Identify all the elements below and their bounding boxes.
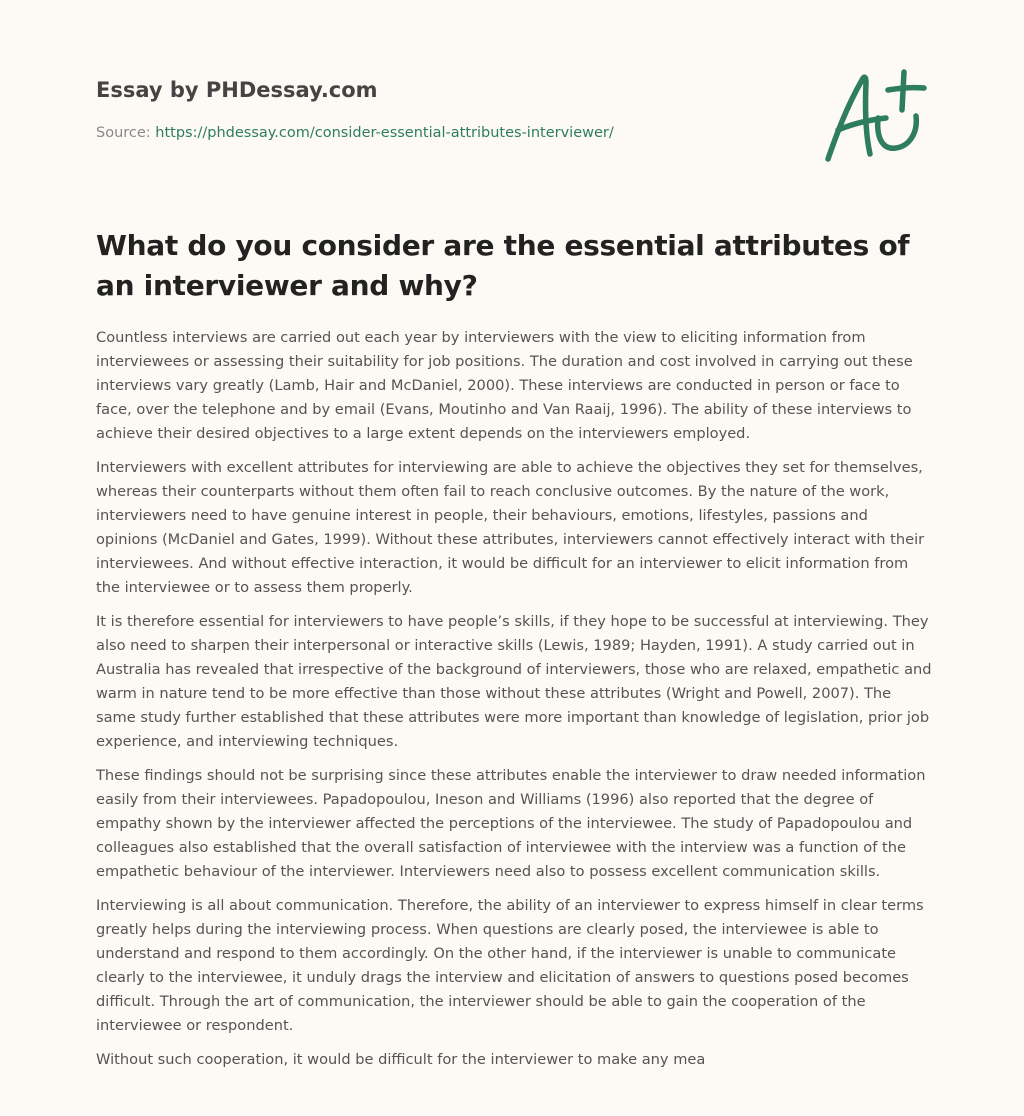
source-line (96, 123, 614, 143)
essay-paragraph: These findings should not be surprising since these attributes enable the interviewer to draw needed information easily from their interviewees. Papadopoulou, Ineson and Williams (1996) also reported that the degree of empathy shown by the interviewer affected the perceptions of the interviewee. The study of Papadopoulou and colleagues also established that the overall satisfaction of interviewee with the interview was a function of the empathetic behaviour of the interviewer. Interviewers need also to possess excellent communication skills. (96, 767, 926, 880)
source-link[interactable]: https://phdessay.com/consider-essential-attributes-interviewer/ (155, 125, 614, 141)
essay-paragraph: Without such cooperation, it would be difficult for the interviewer to make any mea (96, 1051, 706, 1068)
page-header (96, 76, 796, 141)
a-plus-logo-graphic (818, 66, 930, 166)
essay-paragraph: Interviewing is all about communication. Therefore, the ability of an interviewer to express himself in clear terms greatly helps during the interviewing process. When questions are clearly posed, the interviewee is able to understand and respond to them accordingly. On the other hand, if the interviewer is unable to communicate clearly to the interviewee, it unduly drags the interview and elicitation of answers to questions posed becomes difficult. Through the art of communication, the interviewer should be able to gain the cooperation of the interviewee or respondent. (96, 897, 924, 1034)
essay-paragraph: Interviewers with excellent attributes for interviewing are able to achieve the objectives they set for themselves, whereas their counterparts without them often fail to reach conclusive outcomes. By the nature of the work, interviewers need to have genuine interest in people, their behaviours, emotions, lifestyles, passions and opinions (McDaniel and Gates, 1999). Without these attributes, interviewers cannot effectively interact with their interviewees. And without effective interaction, it would be difficult for an interviewer to elicit information from the interviewee or to assess them properly. (96, 459, 925, 596)
source-label: Source: (96, 125, 156, 141)
essay-paragraph: Countless interviews are carried out each year by interviewers with the view to eliciting information from interviewees or assessing their suitability for job positions. The duration and cost involved in carrying out these interviews vary greatly (Lamb, Hair and McDaniel, 2000). These interviews are conducted in person or face to face, over the telephone and by email (Evans, Moutinho and Van Raaij, 1996). The ability of these interviews to achieve their desired objectives to a large extent depends on the interviewers employed. (96, 329, 913, 442)
a-plus-logo (818, 66, 930, 166)
brand-title: Essay by PHDessay.com (96, 78, 378, 102)
essay-title: What do you consider are the essential attributes of an interviewer and why? (96, 229, 910, 302)
essay-paragraph: It is therefore essential for interviewers to have people’s skills, if they hope to be successful at interviewing. They also need to sharpen their interpersonal or interactive skills (Lewis, 1989; Hayden, 1991). A study carried out in Australia has revealed that irrespective of the background of interviewers, those who are relaxed, empathetic and warm in nature tend to be more effective than those without these attributes (Wright and Powell, 2007). The same study further established that these attributes were more important than knowledge of legislation, prior job experience, and interviewing techniques. (96, 613, 932, 750)
essay-body (96, 326, 932, 1082)
